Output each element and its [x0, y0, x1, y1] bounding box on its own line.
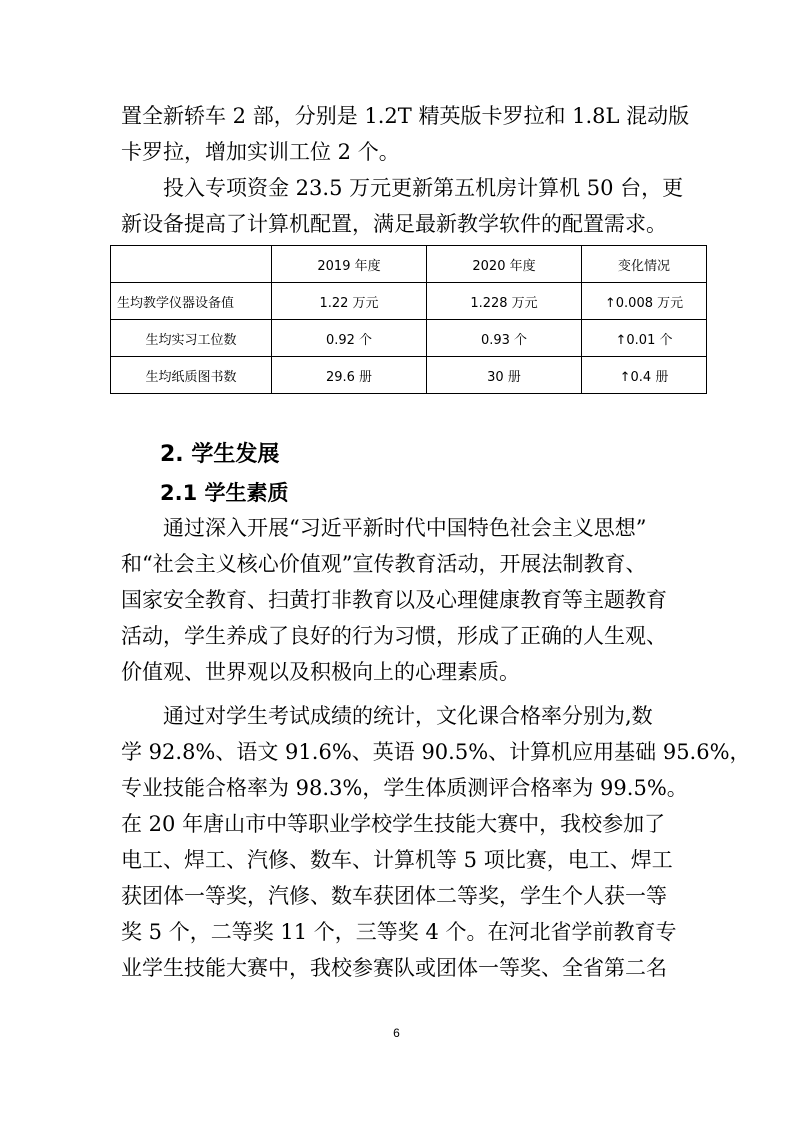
section-heading: 2. 学生发展	[160, 442, 280, 467]
text-line: 通过对学生考试成绩的统计，文化课合格率分别为,数	[163, 704, 653, 728]
table-row	[111, 357, 707, 394]
table-header-row	[111, 246, 707, 283]
table-row-label: 生均教学仪器设备值	[111, 283, 272, 320]
text-line: 专业技能合格率为 98.3%，学生体质测评合格率为 99.5%。	[121, 776, 688, 800]
table-row-label: 生均纸质图书数	[111, 357, 272, 394]
paragraph-vehicles	[121, 98, 690, 170]
text-line: 价值观、世界观以及积极向上的心理素质。	[121, 660, 520, 684]
text-line: 学 92.8%、语文 91.6%、英语 90.5%、计算机应用基础 95.6%，	[121, 740, 751, 764]
text-line: 活动，学生养成了良好的行为习惯，形成了正确的人生观、	[121, 624, 667, 648]
paragraph-computers	[121, 170, 684, 242]
table-header-cell	[111, 246, 272, 283]
table-cell: 0.92 个	[272, 320, 427, 357]
text-line: 通过深入开展“习近平新时代中国特色社会主义思想”	[163, 516, 647, 540]
text-line: 电工、焊工、汽修、数车、计算机等 5 项比赛，电工、焊工	[121, 848, 673, 872]
table-header-cell: 2020 年度	[427, 246, 582, 283]
text-line: 获团体一等奖，汽修、数车获团体二等奖，学生个人获一等	[121, 884, 667, 908]
text-line: 新设备提高了计算机配置，满足最新教学软件的配置需求。	[121, 212, 667, 236]
table-row	[111, 283, 707, 320]
text-line: 业学生技能大赛中，我校参赛队或团体一等奖、全省第二名	[121, 956, 667, 980]
table-cell: 1.228 万元	[427, 283, 582, 320]
table-cell: 30 册	[427, 357, 582, 394]
table-row-label: 生均实习工位数	[111, 320, 272, 357]
table-cell: ↑0.008 万元	[582, 283, 707, 320]
text-line: 国家安全教育、扫黄打非教育以及心理健康教育等主题教育	[121, 588, 667, 612]
table-header-cell: 变化情况	[582, 246, 707, 283]
paragraph-exam-results	[121, 698, 751, 986]
table-header-cell: 2019 年度	[272, 246, 427, 283]
text-line: 置全新轿车 2 部，分别是 1.2T 精英版卡罗拉和 1.8L 混动版	[121, 104, 690, 128]
table-cell: 0.93 个	[427, 320, 582, 357]
paragraph-moral-education	[121, 510, 681, 690]
table-cell: 1.22 万元	[272, 283, 427, 320]
page-number: 6	[393, 1026, 400, 1040]
text-line: 奖 5 个，二等奖 11 个，三等奖 4 个。在河北省学前教育专	[121, 920, 677, 944]
table-cell: ↑0.4 册	[582, 357, 707, 394]
table-cell: 29.6 册	[272, 357, 427, 394]
text-line: 卡罗拉，增加实训工位 2 个。	[121, 140, 400, 164]
text-line: 投入专项资金 23.5 万元更新第五机房计算机 50 台，更	[163, 176, 684, 200]
table-row	[111, 320, 707, 357]
text-line: 在 20 年唐山市中等职业学校学生技能大赛中，我校参加了	[121, 812, 666, 836]
subsection-heading: 2.1 学生素质	[160, 481, 289, 505]
table-cell: ↑0.01 个	[582, 320, 707, 357]
text-line: 和“社会主义核心价值观”宣传教育活动，开展法制教育、	[121, 552, 647, 576]
equipment-stats-table	[110, 245, 707, 394]
